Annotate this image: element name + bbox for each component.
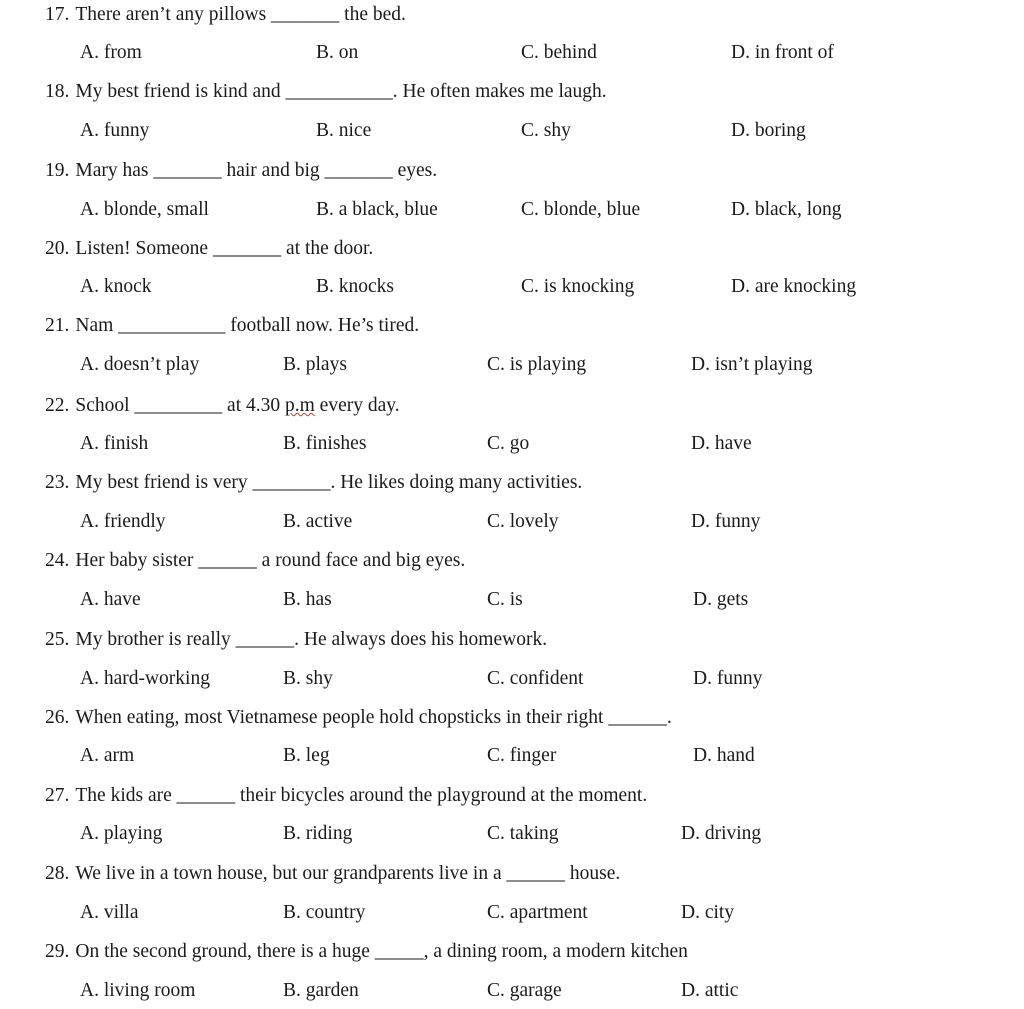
option-d: D. black, long: [731, 199, 842, 220]
option-c: C. finger: [487, 745, 557, 766]
question-text: On the second ground, there is a huge _____, a dining room, a modern kitchen: [75, 941, 688, 962]
option-d: D. hand: [693, 745, 755, 766]
option-c: C. apartment: [487, 902, 588, 923]
option-b: B. garden: [283, 980, 359, 1001]
option-d: D. gets: [693, 589, 749, 610]
question-text: We live in a town house, but our grandparents live in a ______ house.: [75, 863, 621, 884]
question-24: [45, 549, 465, 573]
option-b: B. on: [316, 42, 359, 63]
options-row-24: [0, 588, 1024, 612]
question-number: 28.: [45, 863, 70, 884]
option-c: C. garage: [487, 980, 562, 1001]
option-d: D. funny: [693, 668, 763, 689]
options-row-26: [0, 744, 1024, 768]
question-18: [45, 80, 607, 104]
options-row-20: [0, 275, 1024, 299]
question-text: Her baby sister ______ a round face and big eyes.: [75, 550, 466, 571]
question-text-start: School _________ at 4.30: [75, 395, 285, 416]
option-c: C. go: [487, 433, 530, 454]
option-b: B. has: [283, 589, 332, 610]
option-a: A. living room: [80, 980, 196, 1001]
option-b: B. nice: [316, 120, 372, 141]
options-row-19: [0, 198, 1024, 222]
options-row-22: [0, 432, 1024, 456]
question-27: [45, 784, 647, 808]
question-21: [45, 314, 419, 338]
options-row-18: [0, 119, 1024, 143]
options-row-21: [0, 353, 1024, 377]
question-text: Nam ___________ football now. He’s tired.: [75, 315, 420, 336]
option-b: B. active: [283, 511, 353, 532]
question-22: [45, 394, 400, 418]
option-c: C. is playing: [487, 354, 587, 375]
options-row-28: [0, 901, 1024, 925]
option-b: B. a black, blue: [316, 199, 438, 220]
question-number: 19.: [45, 160, 70, 181]
question-number: 18.: [45, 81, 70, 102]
question-text: There aren’t any pillows _______ the bed.: [75, 4, 406, 25]
option-b: B. knocks: [316, 276, 394, 297]
option-b: B. finishes: [283, 433, 367, 454]
question-number: 27.: [45, 785, 70, 806]
option-b: B. country: [283, 902, 366, 923]
option-d: D. in front of: [731, 42, 834, 63]
option-a: A. knock: [80, 276, 152, 297]
question-number: 20.: [45, 238, 70, 259]
option-c: C. is knocking: [521, 276, 635, 297]
option-a: A. hard-working: [80, 668, 210, 689]
question-number: 22.: [45, 395, 70, 416]
option-a: A. doesn’t play: [80, 354, 200, 375]
question-19: [45, 159, 437, 183]
option-b: B. plays: [283, 354, 347, 375]
option-b: B. leg: [283, 745, 330, 766]
question-text: Listen! Someone _______ at the door.: [75, 238, 374, 259]
options-row-27: [0, 822, 1024, 846]
option-c: C. confident: [487, 668, 584, 689]
question-text: My best friend is kind and ___________. He often makes me laugh.: [75, 81, 607, 102]
option-c: C. lovely: [487, 511, 559, 532]
option-a: A. finish: [80, 433, 149, 454]
option-c: C. behind: [521, 42, 597, 63]
option-d: D. are knocking: [731, 276, 857, 297]
options-row-29: [0, 979, 1024, 1003]
options-row-17: [0, 41, 1024, 65]
question-25: [45, 628, 547, 652]
question-text: Mary has _______ hair and big _______ eyes.: [75, 160, 438, 181]
question-text-end: every day.: [314, 395, 400, 416]
option-d: D. attic: [681, 980, 739, 1001]
question-number: 26.: [45, 707, 70, 728]
question-text: My best friend is very ________. He likes doing many activities.: [75, 472, 583, 493]
option-d: D. have: [691, 433, 752, 454]
options-row-25: [0, 667, 1024, 691]
option-a: A. funny: [80, 120, 150, 141]
option-d: D. driving: [681, 823, 762, 844]
option-d: D. funny: [691, 511, 761, 532]
question-text: My brother is really ______. He always does his homework.: [75, 629, 548, 650]
question-text: When eating, most Vietnamese people hold chopsticks in their right ______.: [75, 707, 672, 728]
question-26: [45, 706, 672, 730]
option-c: C. taking: [487, 823, 559, 844]
question-20: [45, 237, 373, 261]
option-a: A. arm: [80, 745, 135, 766]
question-number: 25.: [45, 629, 70, 650]
option-d: D. boring: [731, 120, 806, 141]
question-23: [45, 471, 582, 495]
option-a: A. blonde, small: [80, 199, 209, 220]
option-c: C. shy: [521, 120, 571, 141]
question-number: 17.: [45, 4, 70, 25]
options-row-23: [0, 510, 1024, 534]
question-29: [45, 940, 688, 964]
question-28: [45, 862, 620, 886]
question-number: 24.: [45, 550, 70, 571]
option-c: C. is: [487, 589, 523, 610]
question-number: 23.: [45, 472, 70, 493]
option-a: A. villa: [80, 902, 139, 923]
option-a: A. have: [80, 589, 141, 610]
question-17: [45, 3, 406, 27]
option-a: A. friendly: [80, 511, 166, 532]
option-a: A. playing: [80, 823, 163, 844]
question-text: The kids are ______ their bicycles around the playground at the moment.: [75, 785, 648, 806]
option-c: C. blonde, blue: [521, 199, 641, 220]
spellcheck-marked-word: p.m: [285, 395, 315, 416]
option-a: A. from: [80, 42, 142, 63]
question-number: 21.: [45, 315, 70, 336]
option-d: D. isn’t playing: [691, 354, 813, 375]
option-d: D. city: [681, 902, 735, 923]
option-b: B. riding: [283, 823, 353, 844]
option-b: B. shy: [283, 668, 333, 689]
question-number: 29.: [45, 941, 70, 962]
